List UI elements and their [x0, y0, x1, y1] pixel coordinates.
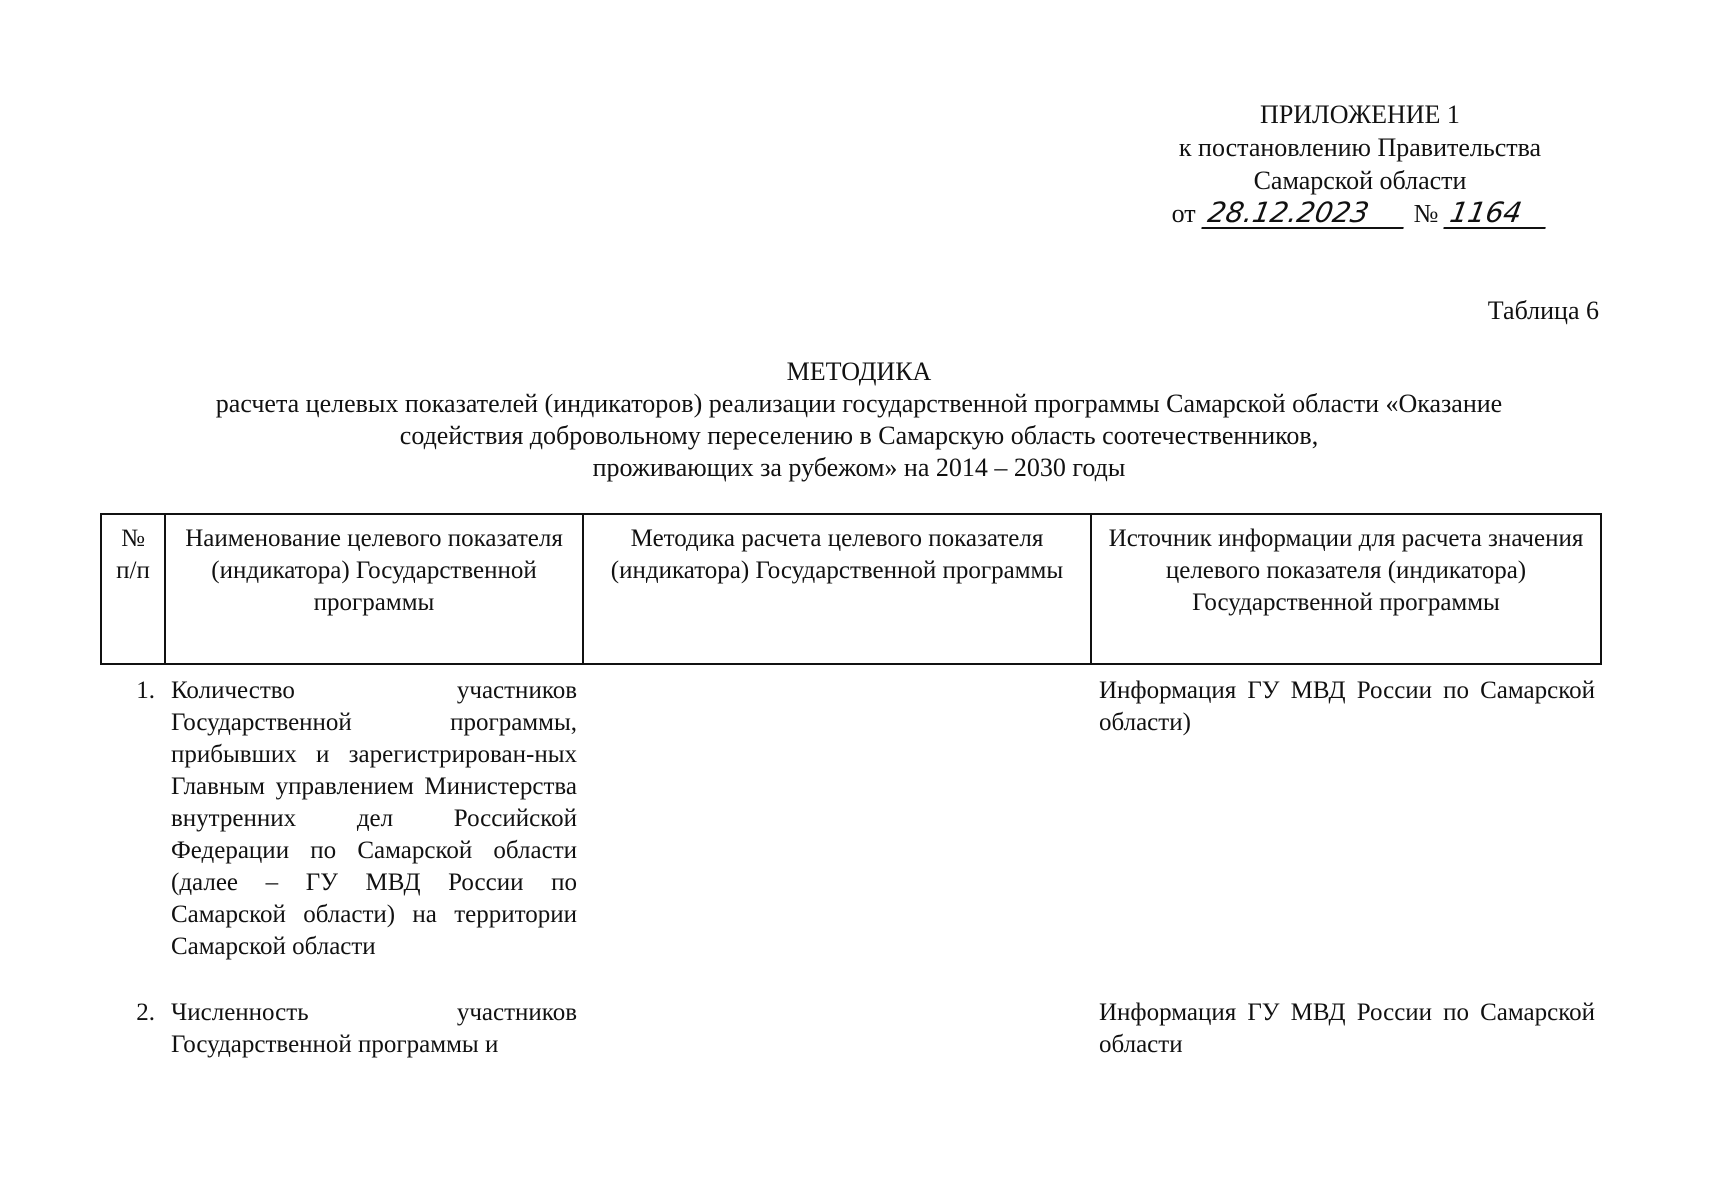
number-sign: №	[1413, 199, 1439, 228]
methodology-table	[100, 513, 1602, 1069]
handwritten-number: 1164	[1444, 199, 1551, 229]
handwritten-date: 28.12.2023	[1201, 199, 1408, 229]
header-calculation-method: Методика расчета целевого показателя (индикатора) Государственной программы	[583, 514, 1091, 664]
table-row	[101, 664, 1601, 985]
header-information-source: Источник информации для расчета значения целевого показателя (индикатора) Государственной программы	[1091, 514, 1601, 664]
document-title	[100, 356, 1618, 484]
title-subtitle-line-1: расчета целевых показателей (индикаторов) реализации государственной программы Самарской области «Оказание	[215, 389, 1503, 418]
row-number: 1.	[136, 677, 155, 704]
appendix-decree-line: к постановлению Правительства	[1178, 133, 1542, 162]
appendix-header	[1140, 98, 1580, 230]
appendix-date-number-line	[1172, 197, 1549, 230]
table-header-row	[101, 514, 1601, 664]
row-calculation-method	[583, 985, 1091, 1069]
row-information-source: Информация ГУ МВД России по Самарской области)	[1099, 677, 1595, 736]
title-subtitle-line-3: проживающих за рубежом» на 2014 – 2030 годы	[592, 453, 1126, 482]
appendix-title: ПРИЛОЖЕНИЕ 1	[1260, 100, 1460, 129]
row-calculation-method	[583, 664, 1091, 985]
table-label: Таблица 6	[1487, 296, 1599, 325]
table-row	[101, 985, 1601, 1069]
row-information-source: Информация ГУ МВД России по Самарской области	[1099, 999, 1595, 1058]
header-indicator-name: Наименование целевого показателя (индикатора) Государственной программы	[165, 514, 583, 664]
title-heading: МЕТОДИКА	[786, 357, 932, 386]
row-indicator-name: Количество участников Государственной программы, прибывших и зарегистрирован-ных Главным управлением Министерства внутренних дел Российской Федерации по Самарской области (далее – ГУ МВД России по Самарской области) на территории Самарской области	[171, 677, 577, 960]
row-indicator-name: Численность участников Государственной программы и	[171, 999, 577, 1058]
appendix-region-line: Самарской области	[1253, 166, 1467, 195]
title-subtitle-line-2: содействия добровольному переселению в Самарскую область соотечественников,	[399, 421, 1319, 450]
row-number: 2.	[136, 999, 155, 1026]
header-number: № п/п	[101, 514, 165, 664]
from-prefix: от	[1171, 199, 1196, 228]
